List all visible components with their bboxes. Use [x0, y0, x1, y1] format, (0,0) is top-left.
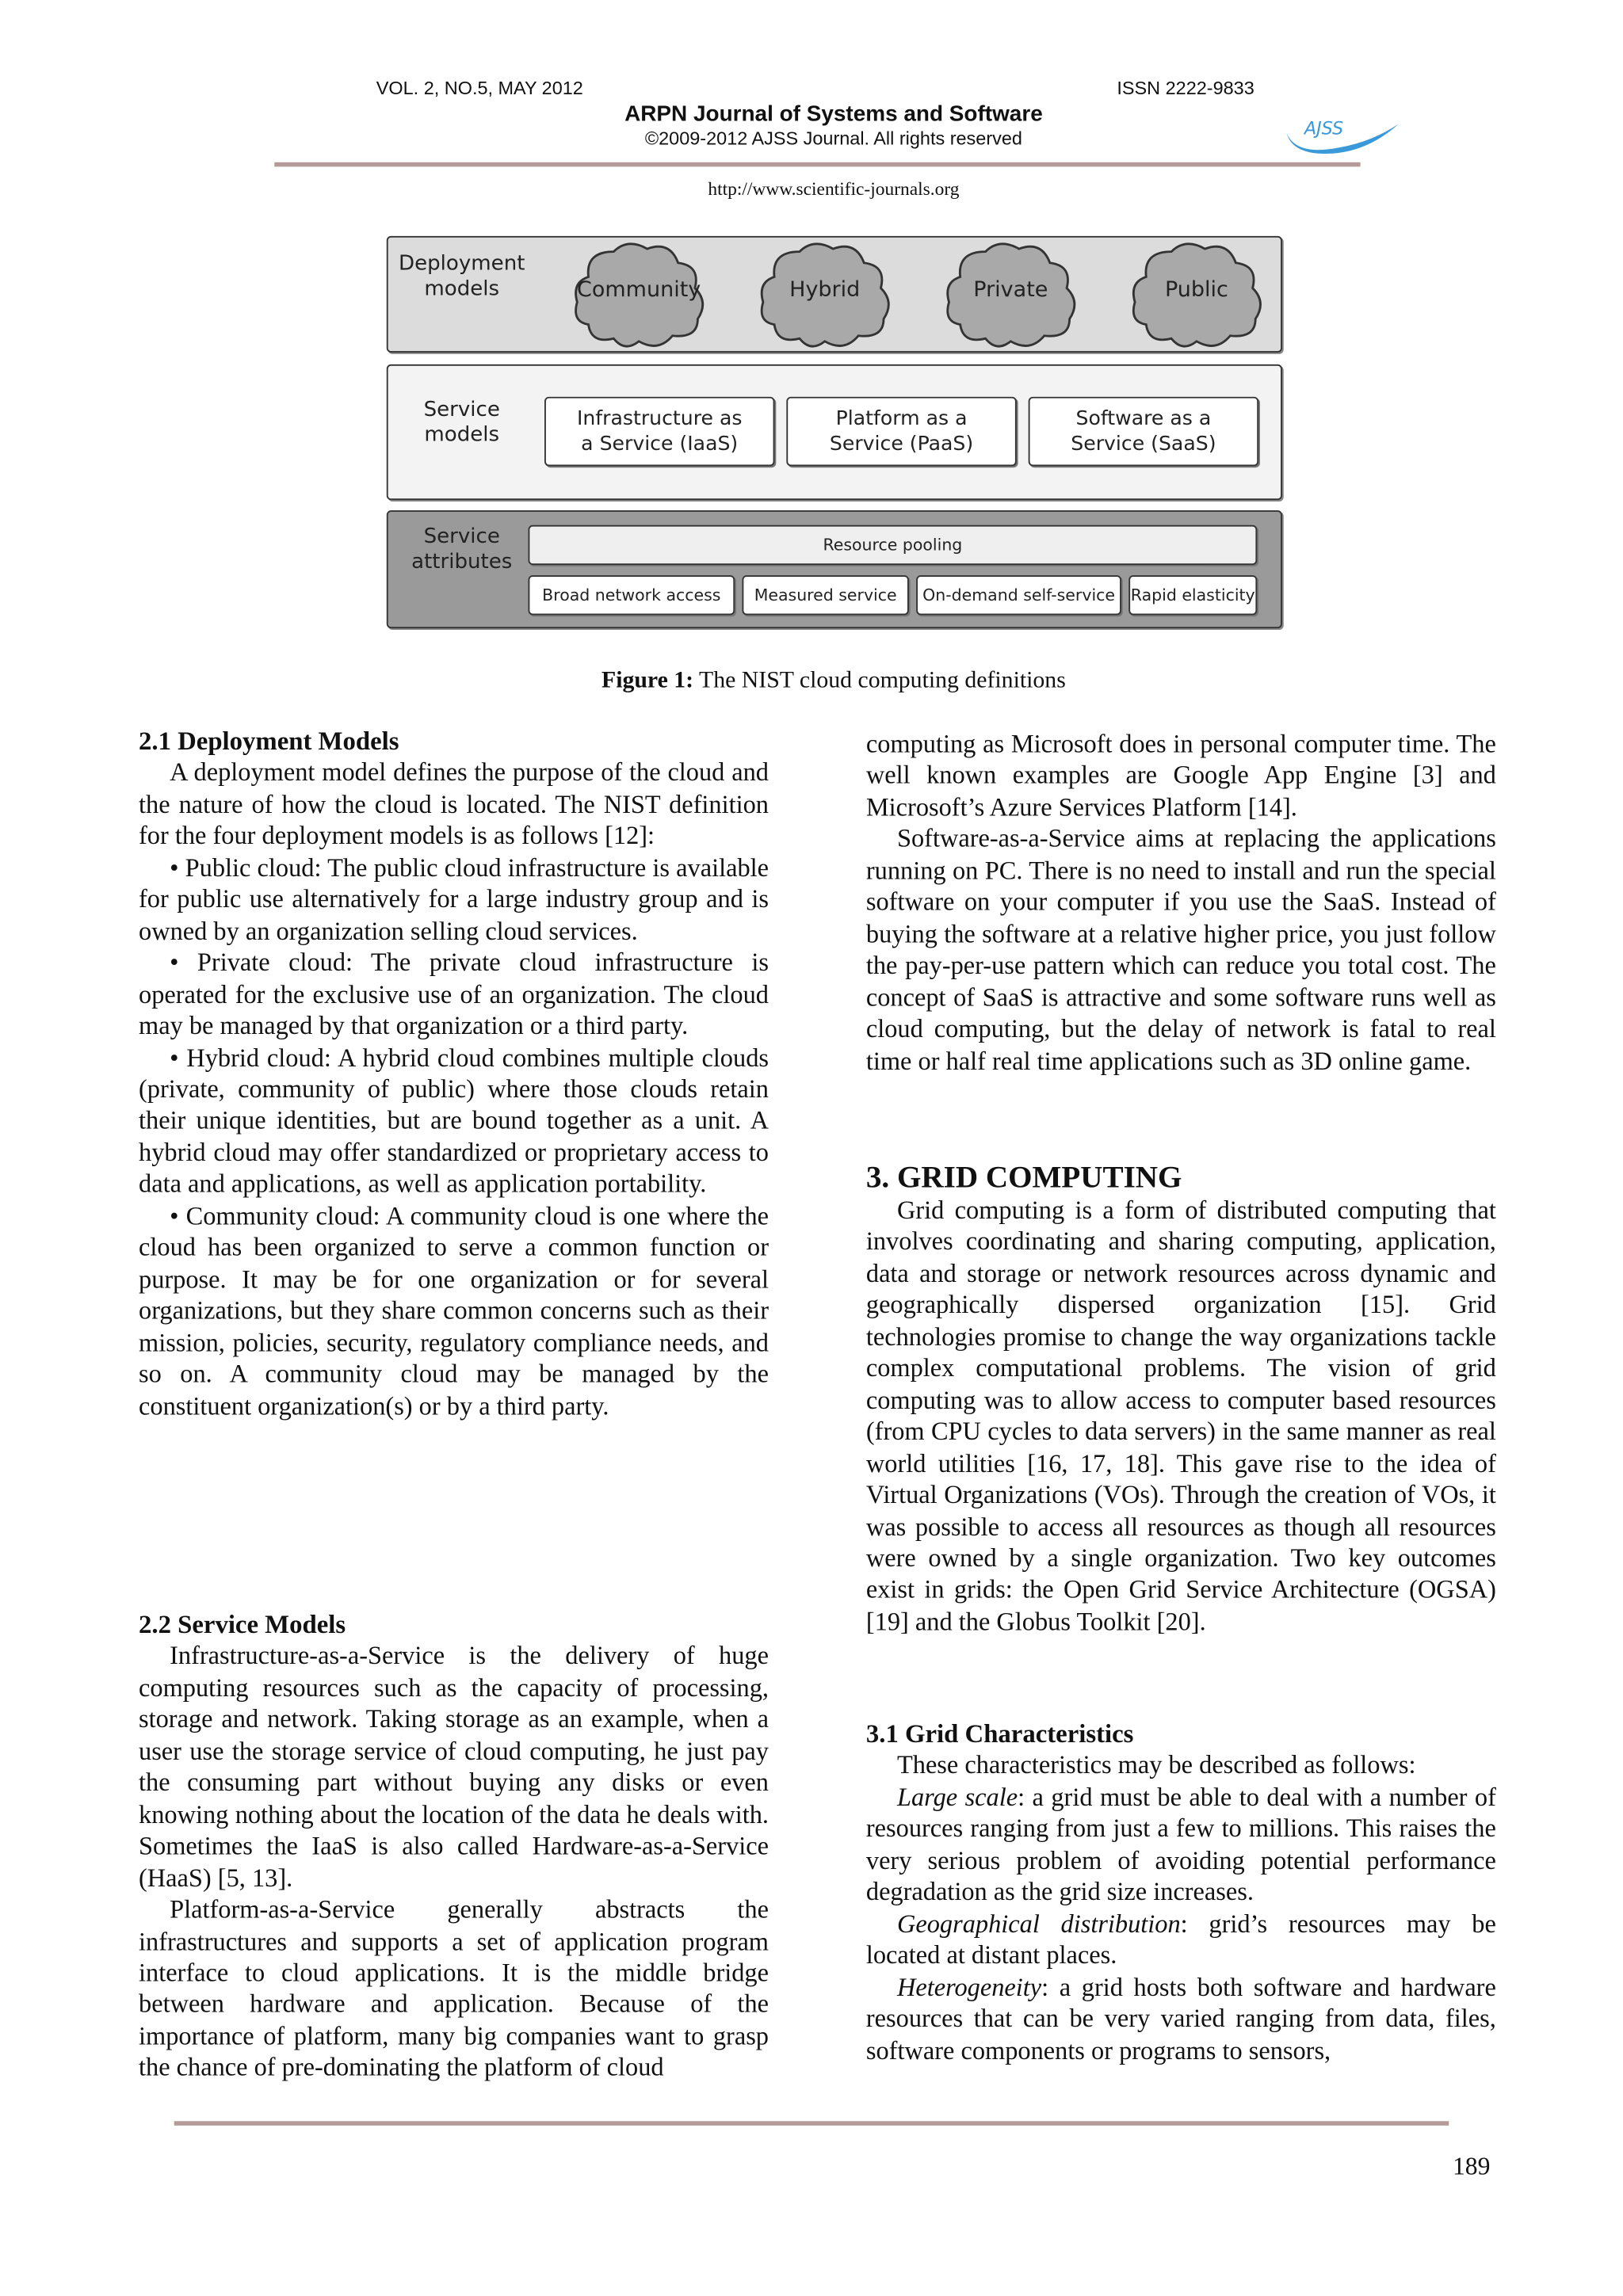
paragraph: computing as Microsoft does in personal computer time. The well known examples are Google App Engine [3] and Microsoft’s Azure Services Platform [14]. — [865, 728, 1496, 822]
paragraph: • Community cloud: A community cloud is one where the cloud has been organized to serve a common function or purpose. It may be for one organization or for several organizations, but they share common concerns such as their mission, policies, security, regulatory compliance needs, and so on. A community cloud may be managed by the constituent organization(s) or by a third party. — [139, 1200, 769, 1421]
resource-pooling-box: Resource pooling — [529, 525, 1258, 565]
paragraph: These characteristics may be described as follows: — [896, 1749, 1416, 1780]
saas-box: Software as a Service (SaaS) — [1029, 397, 1258, 467]
section-heading-3-1: 3.1 Grid Characteristics — [865, 1718, 1134, 1749]
figure-caption: Figure 1: The NIST cloud computing definitions — [601, 668, 1066, 694]
cloud-label: Hybrid — [789, 278, 861, 303]
cloud-community — [565, 240, 712, 352]
volume-info: VOL. 2, NO.5, MAY 2012 — [376, 78, 583, 99]
header-rule — [274, 162, 1360, 167]
page-number: 189 — [1452, 2152, 1491, 2180]
paragraph: Geographical distribution: grid’s resources may be located at distant places. — [865, 1908, 1496, 1970]
attribute-measured-service: Measured service — [742, 575, 908, 615]
ajss-logo — [1281, 112, 1402, 156]
paragraph: Platform-as-a-Service generally abstracts the infrastructures and supports a set of application program interface to cloud applications. It is the middle bridge between hardware and application. Because of the importance of platform, many big companies want to grasp the chance of pre-dominating the platform of cloud — [139, 1894, 769, 2082]
service-models-label: Service models — [423, 398, 500, 448]
issn: ISSN 2222-9833 — [1117, 78, 1254, 99]
section-heading-2-2: 2.2 Service Models — [139, 1609, 346, 1639]
paragraph: Infrastructure-as-a-Service is the delivery of huge computing resources such as the capacity of processing, storage and network. Taking storage as an example, when a user use the storage service of cloud computing, he just pay the consuming part without buying any disks or even knowing nothing about the location of the data he deals with. Sometimes the IaaS is also called Hardware-as-a-Service (HaaS) [5, 13]. — [139, 1641, 769, 1892]
right-column-top — [866, 729, 1496, 1077]
attribute-broad-network-access: Broad network access — [529, 575, 735, 615]
paragraph: • Private cloud: The private cloud infrastructure is operated for the exclusive use of an organization. The cloud may be managed by that organization or a third party. — [139, 947, 769, 1040]
paragraph: Heterogeneity: a grid hosts both software and hardware resources that can be very varied ranging from data, files, software components or programs to sensors, — [865, 1971, 1496, 2065]
svg-text:AJSS: AJSS — [1304, 118, 1344, 139]
service-attributes-label: Service attributes — [411, 524, 513, 574]
paragraph: Grid computing is a form of distributed computing that involves coordinating and sharing computing, application, data and storage or network resources across dynamic and geographically dispersed organization [15]. Grid technologies promise to change the way organizations tackle complex computational problems. The vision of grid computing was to allow access to computer based resources (from CPU cycles to data servers) in the same manner as real world utilities [16, 17, 18]. This gave rise to the idea of Virtual Organizations (VOs). Through the creation of VOs, it was possible to access all resources as though all resources were owned by a single organization. Two key outcomes exist in grids: the Open Grid Service Architecture (OGSA) [19] and the Globus Toolkit [20]. — [865, 1195, 1496, 1636]
paragraph: Large scale: a grid must be able to deal with a number of resources ranging from just a few to millions. This raises the very serious problem of avoiding potential performance degradation as the grid size increases. — [865, 1781, 1496, 1906]
left-column-bottom — [139, 1609, 769, 2084]
attribute-rapid-elasticity: Rapid elasticity — [1128, 575, 1257, 615]
copyright: ©2009-2012 AJSS Journal. All rights reserved — [644, 128, 1022, 150]
paragraph: • Hybrid cloud: A hybrid cloud combines multiple clouds (private, community of public) where those clouds retain their unique identities, but are bound together as a unit. A hybrid cloud may offer standardized or proprietary access to data and applications, as well as application portability. — [139, 1042, 769, 1199]
footer-rule — [174, 2121, 1449, 2126]
deployment-models-label: Deployment models — [399, 252, 525, 301]
cloud-hybrid — [751, 240, 899, 352]
attribute-on-demand-self-service: On-demand self-service — [916, 575, 1121, 615]
left-column-top — [139, 726, 769, 1422]
cloud-private — [937, 240, 1084, 352]
paragraph: A deployment model defines the purpose of the cloud and the nature of how the cloud is located. The NIST definition for the four deployment models is as follows [12]: — [139, 757, 769, 851]
paragraph: • Public cloud: The public cloud infrastructure is available for public use alternatively for a large industry group and is owned by an organization selling cloud services. — [139, 852, 769, 945]
cloud-public — [1123, 240, 1270, 352]
paas-box: Platform as a Service (PaaS) — [786, 397, 1016, 467]
section-heading-3: 3. GRID COMPUTING — [865, 1159, 1182, 1196]
cloud-label: Community — [577, 278, 701, 303]
section-heading-2-1: 2.1 Deployment Models — [139, 726, 399, 756]
cloud-label: Public — [1164, 278, 1228, 303]
paragraph: Software-as-a-Service aims at replacing the applications running on PC. There is no need to install and run the special software on your computer if you use the SaaS. Instead of buying the software at a relative higher price, you just follow the pay-per-use pattern which can reduce you total cost. The concept of SaaS is attractive and some software runs well as cloud computing, but the delay of network is fatal to real time or half real time applications such as 3D online game. — [865, 823, 1496, 1075]
journal-url[interactable]: http://www.scientific-journals.org — [708, 178, 960, 200]
iaas-box: Infrastructure as a Service (IaaS) — [544, 397, 774, 467]
cloud-label: Private — [973, 278, 1048, 303]
right-column-middle — [866, 1159, 1496, 1638]
right-column-bottom — [866, 1718, 1496, 2066]
journal-title: ARPN Journal of Systems and Software — [624, 101, 1043, 128]
